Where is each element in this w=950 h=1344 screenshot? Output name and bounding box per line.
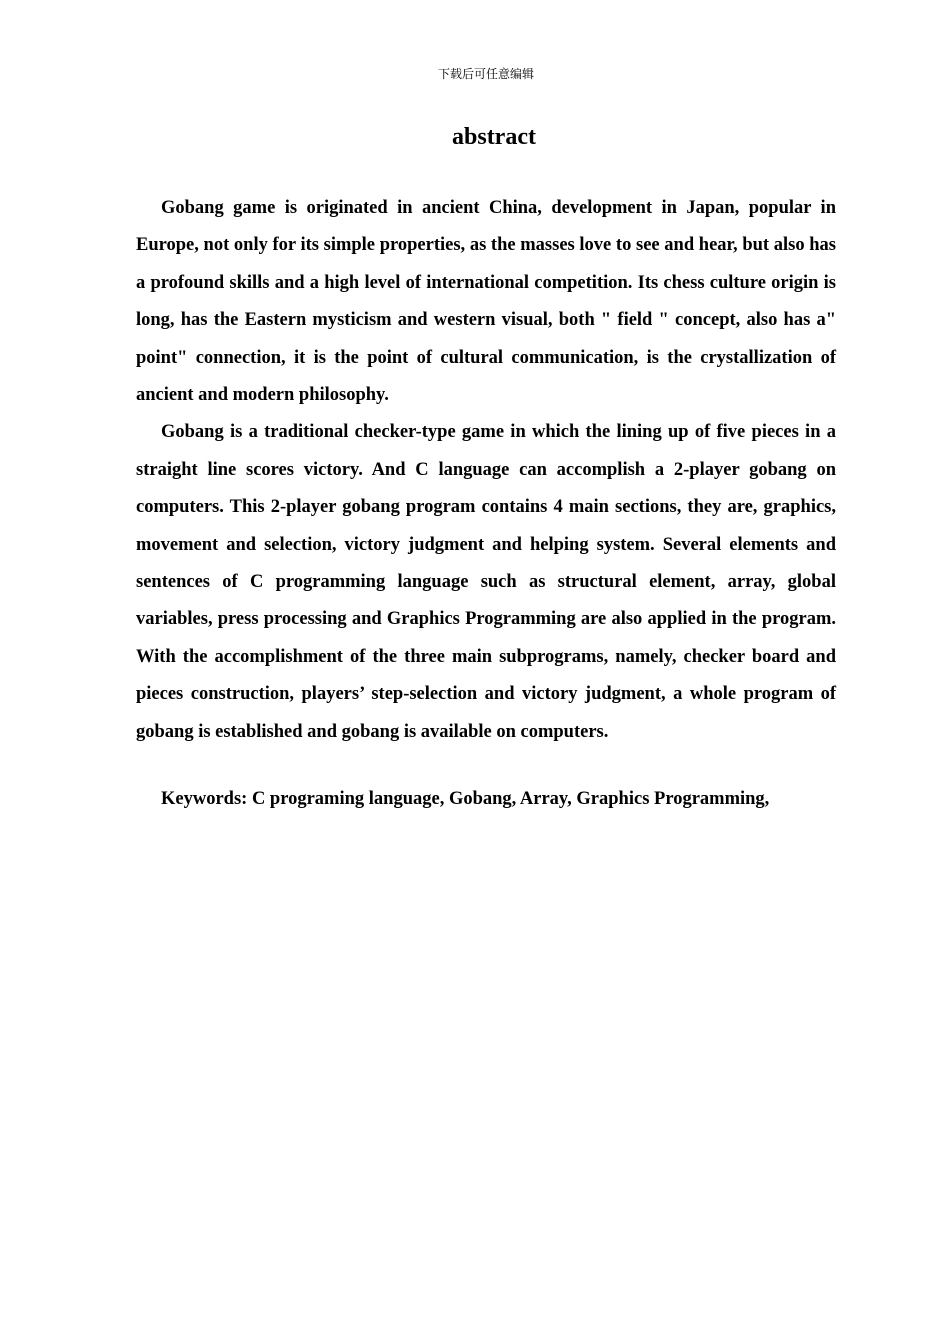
page-header: 下载后可任意编辑 <box>437 67 534 81</box>
document-title: abstract <box>452 124 536 150</box>
keywords-line: Keywords: C programing language, Gobang, Array, Graphics Programming, <box>161 789 770 809</box>
abstract-paragraph-1: Gobang game is originated in ancient China, development in Japan, popular in Europe, not only for its simple properties, as the masses love to see and hear, but also has a profound skills and a high level of international competition. Its chess culture origin is long, has the Eastern mysticism and western visual, both " field " concept, also has a" point" connection, it is the point of cultural communication, is the crystallization of ancient and modern philosophy. <box>136 198 836 406</box>
abstract-body <box>136 190 836 751</box>
abstract-paragraph-2: Gobang is a traditional checker-type game in which the lining up of five pieces in a straight line scores victory. And C language can accomplish a 2-player gobang on computers. This 2-player gobang program contains 4 main sections, they are, graphics, movement and selection, victory judgment and helping system. Several elements and sentences of C programming language such as structural element, array, global variables, press processing and Graphics Programming are also applied in the program. With the accomplishment of the three main subprograms, namely, checker board and pieces construction, players’ step-selection and victory judgment, a whole program of gobang is established and gobang is available on computers. <box>136 422 836 742</box>
